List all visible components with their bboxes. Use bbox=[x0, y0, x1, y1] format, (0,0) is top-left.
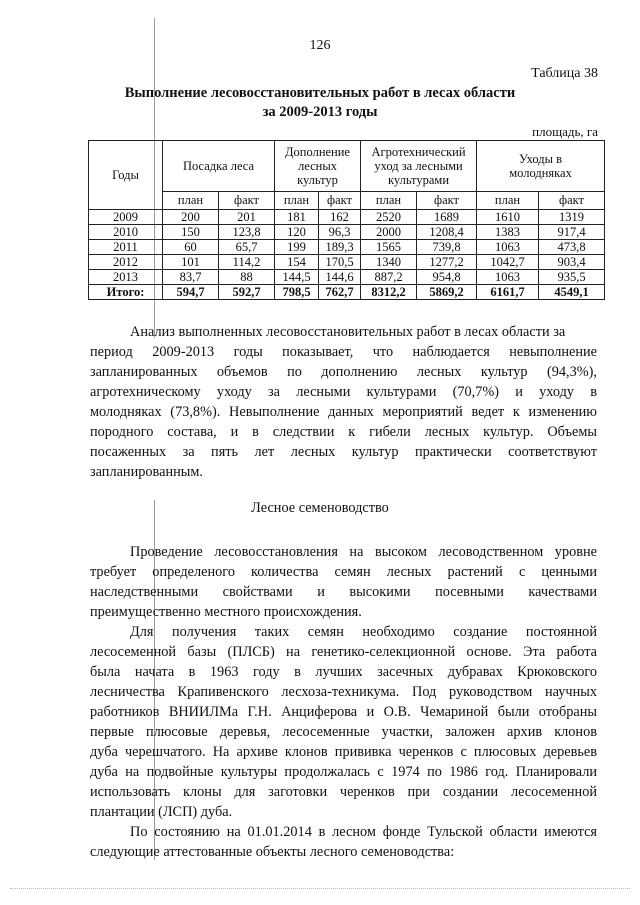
cell-value: 762,7 bbox=[319, 285, 361, 300]
cell-value: 4549,1 bbox=[539, 285, 605, 300]
table-title-line: Выполнение лесовосстановительных работ в лесах области bbox=[124, 85, 516, 101]
cell-value: 60 bbox=[163, 240, 219, 255]
subheader-plan: план bbox=[361, 192, 417, 210]
cell-value: 1042,7 bbox=[477, 255, 539, 270]
table-row bbox=[89, 210, 605, 225]
header-text: культурами bbox=[388, 173, 450, 187]
text-line: лесосеменной базы (ПЛСБ) на генетико-селекционной основе. Эта работа bbox=[90, 644, 597, 660]
text-line: породного состава, и в следствии к гибели лесных культур. Объемы bbox=[90, 424, 597, 440]
table-body bbox=[89, 210, 605, 300]
text-line: первые плюсовые деревья, лесосеменные участки, заложен архив клонов bbox=[90, 724, 597, 740]
text-line: период 2009-2013 годы показывает, что наблюдается невыполнение bbox=[90, 344, 597, 360]
cell-year: 2013 bbox=[89, 270, 163, 285]
cell-value: 5869,2 bbox=[417, 285, 477, 300]
cell-value: 2520 bbox=[361, 210, 417, 225]
text-line: наследственными свойствами и высокими посевными качествами bbox=[90, 584, 597, 600]
text-line: дуба черешчатого. На архиве клонов прививка черенков с плюсовых деревьев bbox=[90, 744, 597, 760]
cell-value: 1063 bbox=[477, 270, 539, 285]
text-line: Анализ выполненных лесовосстановительных работ в лесах области за bbox=[130, 324, 566, 340]
text-line: молодняках (73,8%). Невыполнение данных мероприятий ведет к изменению bbox=[90, 404, 597, 420]
text-line: посаженных за пять лет лесных культур практически соответствуют bbox=[90, 444, 597, 460]
subheader-plan: план bbox=[163, 192, 219, 210]
cell-value: 201 bbox=[219, 210, 275, 225]
cell-value: 88 bbox=[219, 270, 275, 285]
header-text: молодняках bbox=[509, 166, 572, 180]
paragraph-seed-base bbox=[90, 622, 597, 822]
subheader-fact: факт bbox=[417, 192, 477, 210]
header-years: Годы bbox=[89, 141, 163, 210]
cell-value: 96,3 bbox=[319, 225, 361, 240]
cell-value: 83,7 bbox=[163, 270, 219, 285]
text-line: дуба на подвойные культуры продолжалась с 1974 по 1986 год. Планировали bbox=[90, 764, 597, 780]
cell-value: 189,3 bbox=[319, 240, 361, 255]
cell-value: 1063 bbox=[477, 240, 539, 255]
cell-value: 200 bbox=[163, 210, 219, 225]
text-line: преимущественно местного происхождения. bbox=[90, 604, 362, 620]
paragraph-analysis bbox=[90, 322, 597, 482]
paragraph-reforestation bbox=[90, 542, 597, 622]
cell-value: 65,7 bbox=[219, 240, 275, 255]
cell-value: 114,2 bbox=[219, 255, 275, 270]
cell-value: 1383 bbox=[477, 225, 539, 240]
table-title bbox=[0, 84, 640, 122]
header-text: Дополнение bbox=[285, 145, 350, 159]
text-line: следующие аттестованные объекты лесного семеноводства: bbox=[90, 844, 455, 860]
cell-year: 2009 bbox=[89, 210, 163, 225]
cell-year: Итого: bbox=[89, 285, 163, 300]
table-row bbox=[89, 225, 605, 240]
cell-value: 1610 bbox=[477, 210, 539, 225]
table-row bbox=[89, 255, 605, 270]
cell-value: 101 bbox=[163, 255, 219, 270]
cell-value: 798,5 bbox=[275, 285, 319, 300]
subheader-fact: факт bbox=[219, 192, 275, 210]
subheader-plan: план bbox=[477, 192, 539, 210]
units-label: площадь, га bbox=[532, 124, 598, 139]
text-line: требует определеного количества семян лесных растений с ценными bbox=[90, 564, 597, 580]
header-planting: Посадка леса bbox=[163, 141, 275, 192]
cell-year: 2010 bbox=[89, 225, 163, 240]
table-row bbox=[89, 270, 605, 285]
cell-value: 935,5 bbox=[539, 270, 605, 285]
header-text: Уходы в bbox=[518, 152, 563, 166]
header-text: культур bbox=[297, 173, 338, 187]
header-young-stands bbox=[477, 141, 605, 192]
cell-year: 2011 bbox=[89, 240, 163, 255]
cell-value: 162 bbox=[319, 210, 361, 225]
cell-value: 170,5 bbox=[319, 255, 361, 270]
table-total-row bbox=[89, 285, 605, 300]
text-line: лесничества Крапивенского лесхоза-техникума. Под руководством научных bbox=[90, 684, 597, 700]
paragraph-status bbox=[90, 822, 597, 862]
cell-value: 917,4 bbox=[539, 225, 605, 240]
cell-value: 144,6 bbox=[319, 270, 361, 285]
cell-value: 154 bbox=[275, 255, 319, 270]
cell-value: 6161,7 bbox=[477, 285, 539, 300]
cell-value: 903,4 bbox=[539, 255, 605, 270]
cell-year: 2012 bbox=[89, 255, 163, 270]
text-line: запланированным. bbox=[90, 464, 203, 480]
text-line: Проведение лесовосстановления на высоком лесоводственном уровне bbox=[130, 544, 597, 560]
subheader-plan: план bbox=[275, 192, 319, 210]
cell-value: 199 bbox=[275, 240, 319, 255]
table-label: Таблица 38 bbox=[531, 66, 598, 81]
table-title-line: за 2009-2013 годы bbox=[262, 104, 378, 120]
header-supplement bbox=[275, 141, 361, 192]
reforestation-table bbox=[88, 140, 605, 300]
cell-value: 1277,2 bbox=[417, 255, 477, 270]
cell-value: 1689 bbox=[417, 210, 477, 225]
cell-value: 1340 bbox=[361, 255, 417, 270]
cell-value: 1319 bbox=[539, 210, 605, 225]
cell-value: 120 bbox=[275, 225, 319, 240]
cell-value: 123,8 bbox=[219, 225, 275, 240]
cell-value: 181 bbox=[275, 210, 319, 225]
text-line: агротехническому уходу за лесными культурами (70,7%) и уходу в bbox=[90, 384, 597, 400]
header-text: лесных bbox=[298, 159, 337, 173]
cell-value: 594,7 bbox=[163, 285, 219, 300]
cell-value: 887,2 bbox=[361, 270, 417, 285]
text-line: запланированных объемов по дополнению лесных культур (94,3%), bbox=[90, 364, 597, 380]
header-text: Агротехнический bbox=[371, 145, 466, 159]
header-text: уход за лесными bbox=[374, 159, 463, 173]
cell-value: 1565 bbox=[361, 240, 417, 255]
cell-value: 592,7 bbox=[219, 285, 275, 300]
text-line: По состоянию на 01.01.2014 в лесном фонде Тульской области имеются bbox=[130, 824, 597, 840]
cell-value: 739,8 bbox=[417, 240, 477, 255]
page-number: 126 bbox=[309, 38, 331, 53]
cell-value: 150 bbox=[163, 225, 219, 240]
cell-value: 144,5 bbox=[275, 270, 319, 285]
text-line: плантации (ЛСП) дуба. bbox=[90, 804, 233, 820]
subheader-fact: факт bbox=[539, 192, 605, 210]
text-line: Для получения таких семян необходимо создание постоянной bbox=[130, 624, 597, 640]
table-row bbox=[89, 240, 605, 255]
cell-value: 473,8 bbox=[539, 240, 605, 255]
subheader-fact: факт bbox=[319, 192, 361, 210]
section-title: Лесное семеноводство bbox=[251, 500, 389, 516]
text-line: использовать клоны для заготовки черенков при создании лесосеменной bbox=[90, 784, 597, 800]
text-line: была начата в 1963 году в лучших засечных дубравах Крюковского bbox=[90, 664, 597, 680]
text-line: работников ВНИИЛМа Г.Н. Анциферова и О.В. Чемариной были отобраны bbox=[90, 704, 597, 720]
cell-value: 954,8 bbox=[417, 270, 477, 285]
cell-value: 8312,2 bbox=[361, 285, 417, 300]
cell-value: 1208,4 bbox=[417, 225, 477, 240]
cell-value: 2000 bbox=[361, 225, 417, 240]
scan-noise-line bbox=[10, 888, 630, 891]
header-agrotech bbox=[361, 141, 477, 192]
